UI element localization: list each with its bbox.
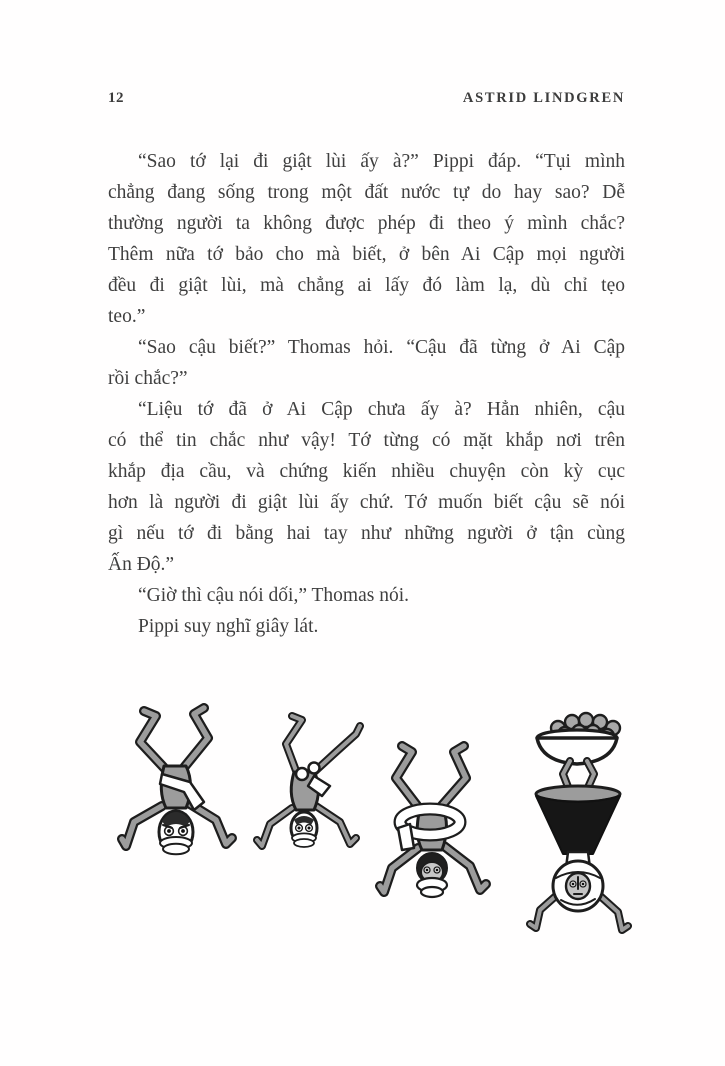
page-number: 12 xyxy=(108,90,124,106)
text-line: rồi chắc?” xyxy=(108,368,188,389)
text-line: chẳng đang sống trong một đất nước tự do hay sao? Dễ xyxy=(108,182,625,203)
body-text xyxy=(108,146,625,642)
handstand-figure-3 xyxy=(380,746,486,897)
turbaned-head xyxy=(291,812,317,847)
illustration-handstand-figures xyxy=(98,700,646,940)
cloth-knot xyxy=(309,763,320,774)
text-line: hơn là người đi giật lùi ấy chứ. Tớ muốn biết cậu sẽ nói xyxy=(108,492,625,513)
running-head-author: ASTRID LINDGREN xyxy=(462,90,625,106)
text-line: có thể tin chắc như vậy! Tớ từng có mặt khắp nơi trên xyxy=(108,430,625,451)
text-line: thường người ta không được phép đi theo ý mình chắc? xyxy=(108,213,625,234)
text-line: “Sao tớ lại đi giật lùi ấy à?” Pippi đáp. “Tụi mình xyxy=(138,151,625,172)
text-line: Thêm nữa tớ bảo cho mà biết, ở bên Ai Cập mọi người xyxy=(108,244,625,265)
text-line: “Liệu tớ đã ở Ai Cập chưa ấy à? Hẳn nhiên, cậu xyxy=(138,399,625,420)
cloth-knot xyxy=(296,768,308,780)
text-line: đều đi giật lùi, mà chẳng ai lấy đó làm lạ, dù chỉ tẹo xyxy=(108,275,625,296)
text-line: khắp địa cầu, và chứng kiến nhiều chuyện còn kỳ cục xyxy=(108,461,625,482)
text-line: Ấn Độ.” xyxy=(108,554,175,575)
handstand-figure-1 xyxy=(122,708,232,854)
dark-haired-head xyxy=(417,853,447,897)
black-dress xyxy=(536,786,620,854)
fruit-bowl xyxy=(537,713,620,764)
turbaned-head xyxy=(159,811,193,854)
handstand-figure-2 xyxy=(257,716,360,847)
scarfed-head xyxy=(553,861,603,911)
page-header xyxy=(108,90,625,107)
handstand-figure-4 xyxy=(530,713,628,930)
text-line: Pippi suy nghĩ giây lát. xyxy=(138,616,319,637)
text-line: “Sao cậu biết?” Thomas hỏi. “Cậu đã từng ở Ai Cập xyxy=(138,337,625,358)
text-line: teo.” xyxy=(108,306,146,327)
text-line: gì nếu tớ đi bằng hai tay như những người ở tận cùng xyxy=(108,523,625,544)
text-line: “Giờ thì cậu nói dối,” Thomas nói. xyxy=(138,585,409,606)
